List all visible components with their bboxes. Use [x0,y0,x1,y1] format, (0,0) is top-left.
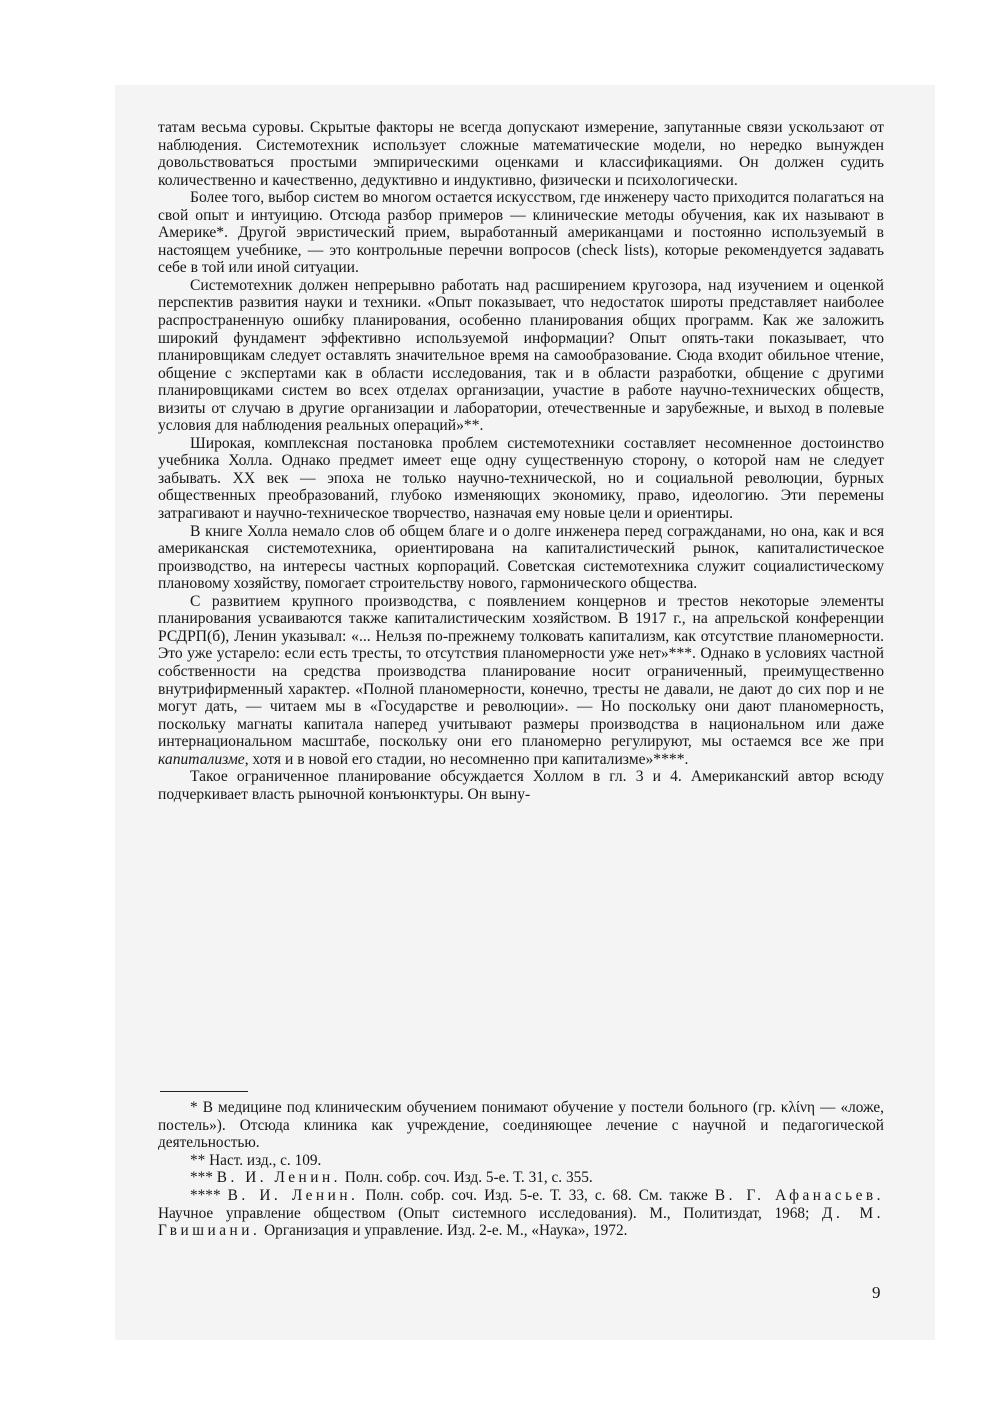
paragraph-7: Такое ограниченное планирование обсуждается Холлом в гл. 3 и 4. Американский автор всюду подчеркивает власть рыночной конъюнктуры. Он выну- [158,768,884,803]
paragraph-6 [158,593,884,768]
footnote-1: * В медицине под клиническим обучением понимают обучение у постели больного (гр. κλίνη — «ложе, постель»). Отсюда клиника как учреждение, соединяющее лечение с научной и педагогической деятельностью. [158,1099,884,1152]
footnote-4-author-2: В. Г. Афанасьев. [714,1186,885,1204]
paragraph-4: Широкая, комплексная постановка проблем системотехники составляет несомненное достоинство учебника Холла. Однако предмет имеет еще одну существенную сторону, о которой нам не следует забывать. XX век — эпоха не только научно-технической, но и социальной революции, бурных общественных преобразований, глубоко изменяющих экономику, право, идеологию. Эти перемены затрагивают и научно-техническое творчество, назначая ему новые цели и ориентиры. [158,434,884,523]
paragraph-1: татам весьма суровы. Скрытые факторы не всегда допускают измерение, запутанные связи ускользают от наблюдения. Системотехник использует сложные математические модели, но нередко вынужден довольствоваться простыми эмпирическими оценками и классификациями. Он должен судить количественно и качественно, дедуктивно и индуктивно, физически и психологически. [158,119,884,189]
footnote-4-source: Полн. собр. соч. Изд. 5-е. Т. 33, с. 68. См. также [365,1186,708,1204]
footnote-4-marker: **** [190,1186,221,1204]
body-text [158,119,884,803]
footnote-2: ** Наст. изд., с. 109. [190,1151,322,1169]
paragraph-6-text: С развитием крупного производства, с появлением концернов и трестов некоторые элементы планирования усваиваются также капиталистическим хозяйством. В 1917 г., на апрельской конференции РСДРП(б), Ленин указывал: «... Нельзя по-прежнему толковать капитализм, как отсутствие планомерности. Это уже устарело: если есть тресты, то отсутствия планомерности уже нет»***. Однако в условиях частной собственности на средства производства планирование носит ограниченный, преимущественно внутрифирменный характер. «Полной планомерности, конечно, тресты не давали, не дают до сих пор и не могут дать, — читаем мы в «Государстве и революции». — Но поскольку они дают планомерность, поскольку магнаты капитала наперед учитывают размеры производства в национальном или даже интернациональном масштабе, поскольку они его планомерно регулируют, мы остаемся все же при [158,592,884,751]
footnote-4 [158,1187,884,1240]
footnote-3-source: Полн. собр. соч. Изд. 5-е. Т. 31, с. 355. [344,1169,593,1187]
italic-capitalism: капитализме [158,750,245,768]
footnote-4-author: В. И. Ленин. [227,1186,359,1204]
footnote-separator [160,1091,248,1092]
paragraph-3: Системотехник должен непрерывно работать над расширением кругозора, над изучением и оценкой перспектив развития науки и техники. «Опыт показывает, что недостаток широты представляет наиболее распространенную ошибку планирования, особенно планирования общих программ. Как же заложить широкий фундамент эффективно используемой информации? Опыт опять-таки показывает, что планировщикам следует оставлять значительное время на самообразование. Сюда входит обильное чтение, общение с экспертами как в области исследования, так и в области разработки, общение с другими планировщиками систем во всех отделах организации, участие в работе научно-технических обществ, визиты от случаю в другие организации и лаборатории, отечественные и зарубежные, и выход в полевые условия для наблюдения реальных операций»**. [158,276,884,435]
footnote-3-author: В. И. Ленин. [216,1169,341,1187]
footnote-4-source-2: Научное управление обществом (Опыт системного исследования). М., Политиздат, 1968; [158,1204,810,1222]
footnote-4-source-3: Организация и управление. Изд. 2-е. М., «Наука», 1972. [264,1222,628,1240]
footnote-4-author-3: Д. М. Гвишиани. [158,1204,884,1240]
paragraph-5: В книге Холла немало слов об общем благе и о долге инженера перед согражданами, но она, как и вся американская системотехника, ориентирована на капиталистический рынок, капиталистическое производство, на интересы частных корпораций. Советская системотехника служит социалистическому плановому хозяйству, помогает строительству нового, гармонического общества. [158,522,884,593]
footnotes [158,1099,884,1240]
paragraph-6-tail: , хотя и в новой его стадии, но несомненно при капитализме»****. [244,750,689,768]
footnote-3 [158,1169,884,1187]
page-number: 9 [872,1283,881,1302]
paragraph-2: Более того, выбор систем во многом остается искусством, где инженеру часто приходится полагаться на свой опыт и интуицию. Отсюда разбор примеров — клинические методы обучения, как их называют в Америке*. Другой эвристический прием, выработанный американцами и постоянно используемый в настоящем учебнике, — это контрольные перечни вопросов (check lists), которые рекомендуется задавать себе в той или иной ситуации. [158,189,884,277]
footnote-3-marker: *** [190,1169,213,1187]
